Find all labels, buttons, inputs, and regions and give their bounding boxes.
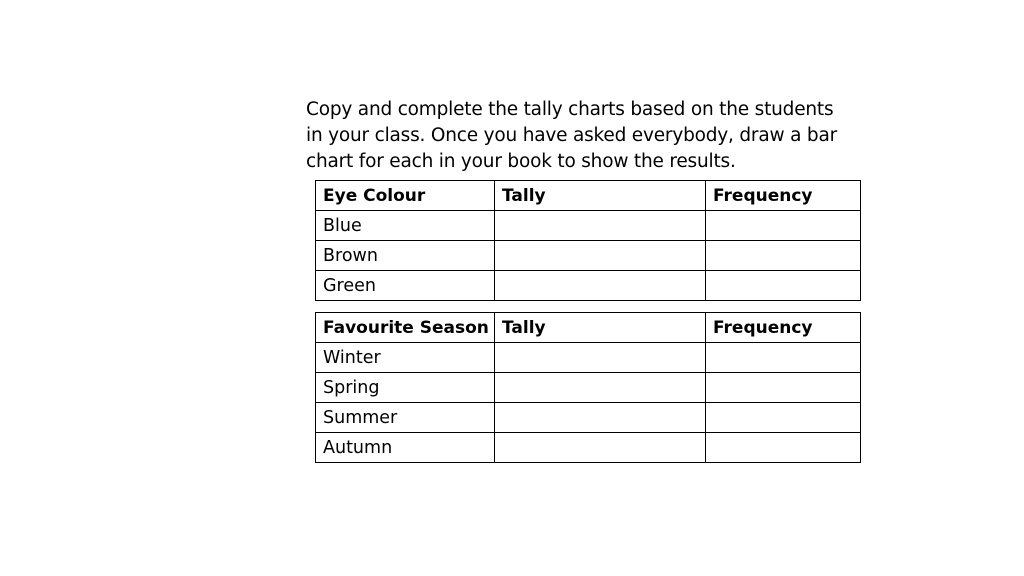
column-header-tally: Tally bbox=[495, 313, 706, 343]
favourite-season-tally-table bbox=[315, 312, 861, 463]
row-label: Brown bbox=[316, 241, 495, 271]
tally-cell bbox=[495, 343, 706, 373]
column-header-frequency: Frequency bbox=[706, 313, 861, 343]
column-header-frequency: Frequency bbox=[706, 181, 861, 211]
table-row bbox=[316, 433, 861, 463]
table-row bbox=[316, 211, 861, 241]
table-row bbox=[316, 343, 861, 373]
instructions-line: in your class. Once you have asked everybody, draw a bar bbox=[306, 125, 837, 146]
frequency-cell bbox=[706, 403, 861, 433]
row-label: Spring bbox=[316, 373, 495, 403]
row-label: Blue bbox=[316, 211, 495, 241]
tally-cell bbox=[495, 373, 706, 403]
table-row bbox=[316, 403, 861, 433]
table-row bbox=[316, 241, 861, 271]
row-label: Winter bbox=[316, 343, 495, 373]
frequency-cell bbox=[706, 211, 861, 241]
column-header-tally: Tally bbox=[495, 181, 706, 211]
table-row bbox=[316, 373, 861, 403]
tally-cell bbox=[495, 271, 706, 301]
tally-cell bbox=[495, 403, 706, 433]
frequency-cell bbox=[706, 433, 861, 463]
tally-cell bbox=[495, 433, 706, 463]
frequency-cell bbox=[706, 271, 861, 301]
tally-cell bbox=[495, 241, 706, 271]
frequency-cell bbox=[706, 373, 861, 403]
frequency-cell bbox=[706, 343, 861, 373]
instructions-text bbox=[306, 97, 896, 175]
column-header-category: Favourite Season bbox=[316, 313, 495, 343]
row-label: Summer bbox=[316, 403, 495, 433]
table-header-row bbox=[316, 313, 861, 343]
row-label: Green bbox=[316, 271, 495, 301]
instructions-line: chart for each in your book to show the results. bbox=[306, 151, 736, 172]
column-header-category: Eye Colour bbox=[316, 181, 495, 211]
eye-colour-tally-table bbox=[315, 180, 861, 301]
tally-cell bbox=[495, 211, 706, 241]
instructions-line: Copy and complete the tally charts based on the students bbox=[306, 99, 834, 120]
table-row bbox=[316, 271, 861, 301]
row-label: Autumn bbox=[316, 433, 495, 463]
frequency-cell bbox=[706, 241, 861, 271]
table-header-row bbox=[316, 181, 861, 211]
